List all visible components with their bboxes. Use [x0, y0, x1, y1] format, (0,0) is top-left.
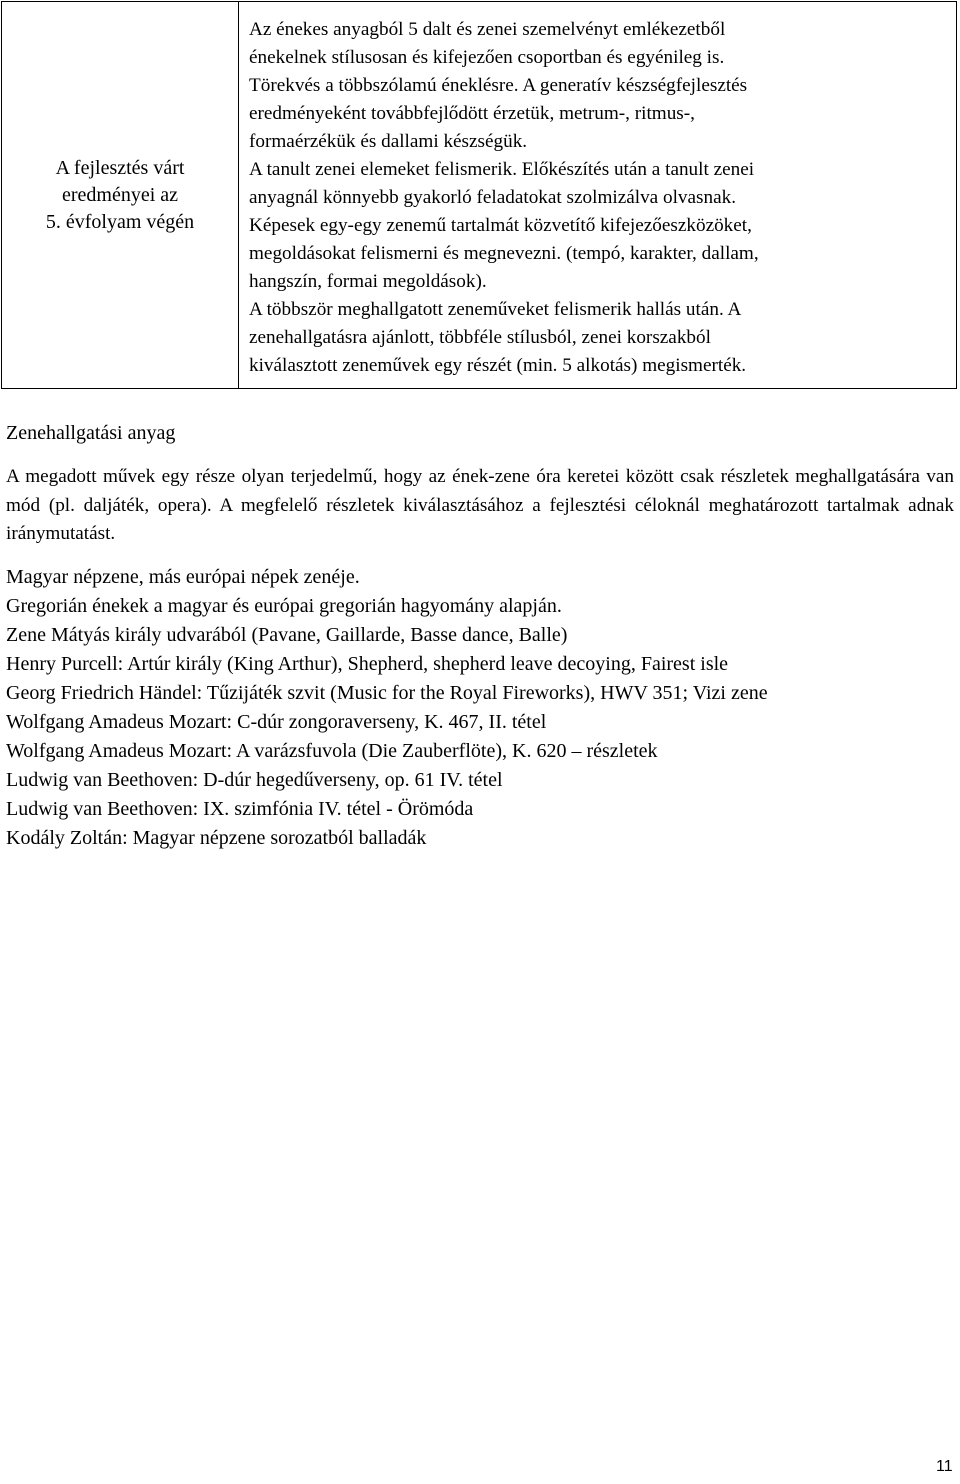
work-item: Zene Mátyás király udvarából (Pavane, Gaillarde, Basse dance, Balle): [6, 624, 568, 646]
outcomes-line: formaérzékük és dallami készségük.: [249, 131, 528, 152]
outcomes-header-line: 5. évfolyam végén: [45, 210, 195, 233]
outcomes-line: eredményeként továbbfejlődött érzetük, metrum-, ritmus-,: [249, 103, 695, 124]
outcomes-line: A többször meghallgatott zeneműveket felismerik hallás után. A: [249, 299, 742, 320]
outcomes-line: megoldásokat felismerni és megnevezni. (tempó, karakter, dallam,: [249, 243, 759, 264]
outcomes-line: kiválasztott zeneművek egy részét (min. 5 alkotás) megismerték.: [249, 355, 747, 376]
work-item: Wolfgang Amadeus Mozart: A varázsfuvola (Die Zauberflöte), K. 620 – részletek: [6, 740, 658, 762]
outcomes-header-line: eredményei az: [61, 183, 179, 206]
work-item: Gregorián énekek a magyar és európai gregorián hagyomány alapján.: [6, 595, 562, 617]
outcomes-line: Képesek egy-egy zenemű tartalmát közvetítő kifejezőeszközöket,: [249, 215, 752, 236]
work-item: Henry Purcell: Artúr király (King Arthur), Shepherd, shepherd leave decoying, Fairest isle: [6, 653, 729, 675]
outcomes-line: anyagnál könnyebb gyakorló feladatokat szolmizálva olvasnak.: [249, 187, 736, 208]
outcomes-table: [1, 1, 957, 389]
outcomes-header-cell: [2, 2, 239, 388]
section-heading: Zenehallgatási anyag: [6, 422, 176, 444]
outcomes-line: Törekvés a többszólamú éneklésre. A generatív készségfejlesztés: [249, 75, 748, 96]
work-item: Ludwig van Beethoven: IX. szimfónia IV. tétel - Örömóda: [6, 798, 474, 820]
outcomes-line: zenehallgatásra ajánlott, többféle stílusból, zenei korszakból: [249, 327, 711, 348]
work-item: Kodály Zoltán: Magyar népzene sorozatból balladák: [6, 827, 427, 849]
outcomes-line: A tanult zenei elemeket felismerik. Előkészítés után a tanult zenei: [249, 159, 755, 180]
work-item: Ludwig van Beethoven: D-dúr hegedűverseny, op. 61 IV. tétel: [6, 769, 503, 791]
works-list: [6, 563, 954, 853]
outcomes-header-line: A fejlesztés várt: [55, 156, 185, 179]
work-item: Wolfgang Amadeus Mozart: C-dúr zongoraverseny, K. 467, II. tétel: [6, 711, 547, 733]
outcomes-line: énekelnek stílusosan és kifejezően csoportban és egyénileg is.: [249, 47, 725, 68]
page-number: 11: [936, 1458, 953, 1475]
outcomes-line: Az énekes anyagból 5 dalt és zenei szemelvényt emlékezetből: [249, 19, 726, 40]
outcomes-line: hangszín, formai megoldások).: [249, 271, 487, 292]
work-item: Magyar népzene, más európai népek zenéje.: [6, 566, 360, 588]
work-item: Georg Friedrich Händel: Tűzijáték szvit (Music for the Royal Fireworks), HWV 351; Vizi zene: [6, 682, 768, 704]
intro-paragraph: A megadott művek egy része olyan terjedelmű, hogy az ének-zene óra keretei között csak részletek meghallgatására van mód (pl. daljáték, opera). A megfelelő részletek kiválasztásához a fejlesztési céloknál meghatározott tartalmak adnak iránymutatást.: [6, 466, 954, 544]
outcomes-text-cell: [239, 2, 956, 388]
